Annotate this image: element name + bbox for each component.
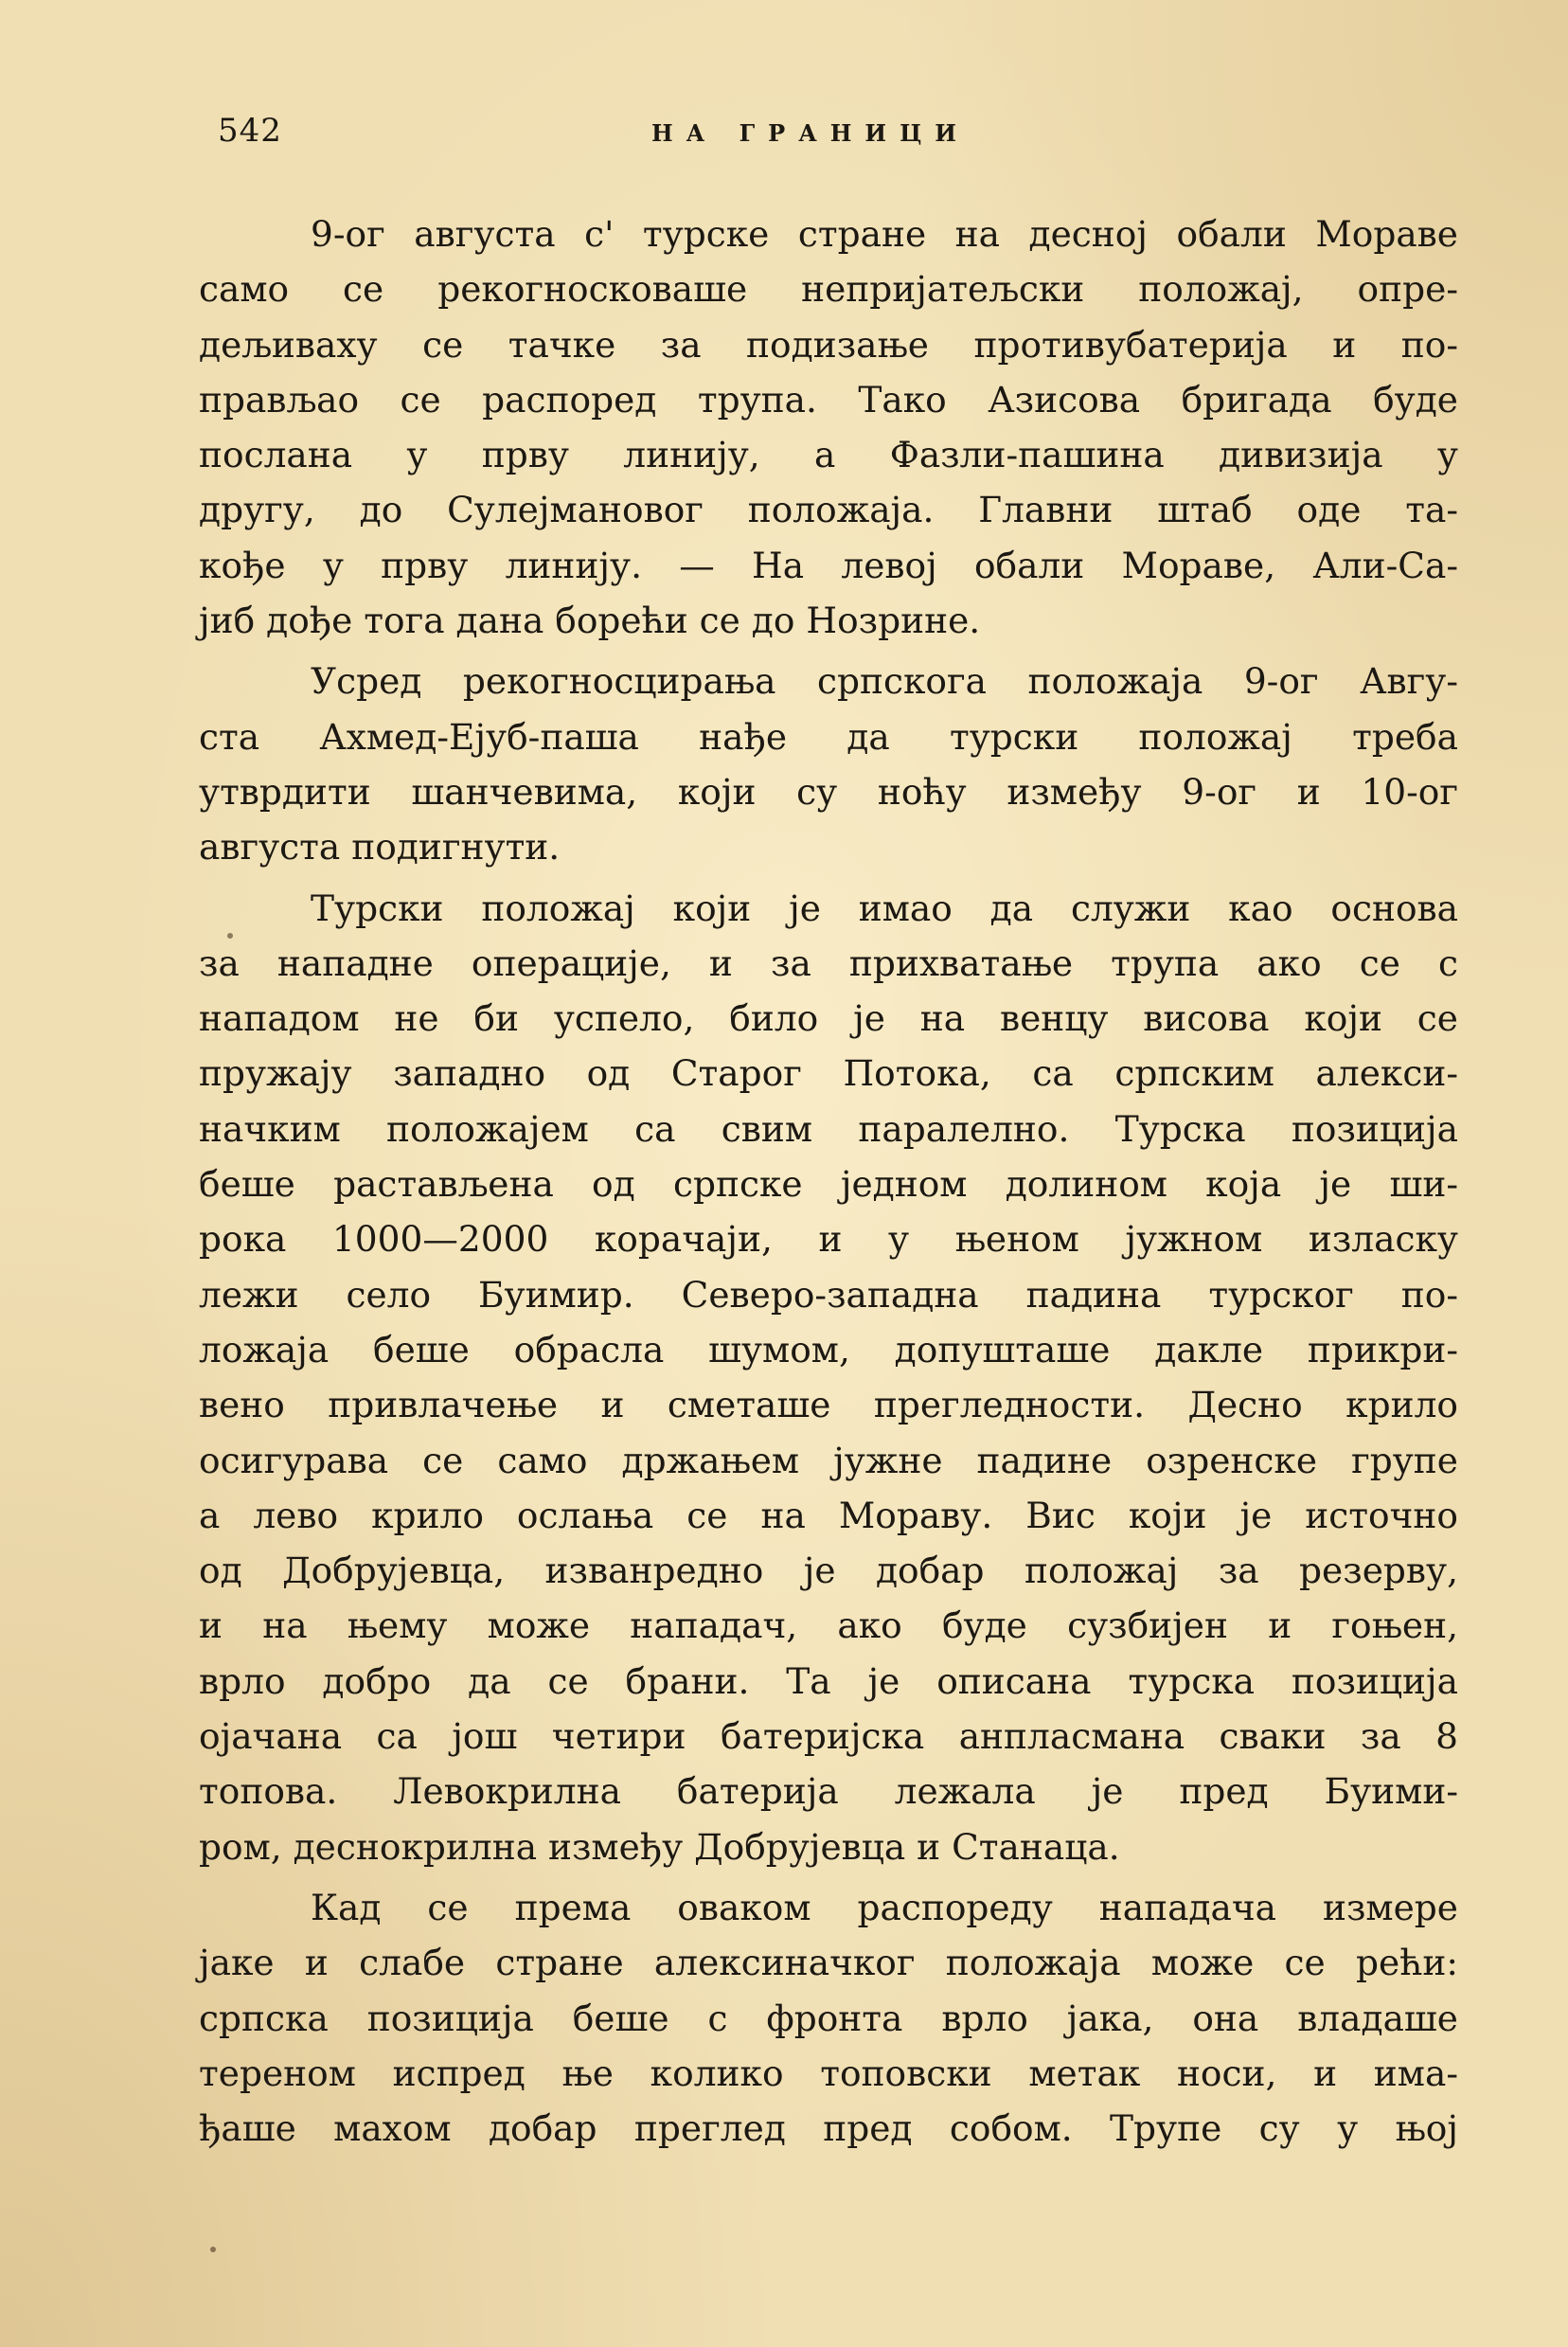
paper-speck — [227, 933, 233, 939]
paragraph — [199, 1880, 1458, 2156]
text-line: српска позиција беше с фронта врло јака, она владаше — [199, 1997, 1458, 2039]
text-line: дељиваху се тачке за подизање противубатерија и по- — [199, 323, 1458, 366]
text-line: лежи село Буимир. Северо-западна падина турског по- — [199, 1273, 1458, 1316]
text-line: топова. Левокрилна батерија лежала је пред Буими- — [199, 1770, 1458, 1813]
text-line: 9-ог августа с' турске стране на десној обали Мораве — [311, 213, 1458, 255]
text-line: јиб дође тога дана борећи се до Нозрине. — [199, 600, 981, 642]
text-line: а лево крило ослања се на Мораву. Вис који је источно — [199, 1494, 1458, 1536]
text-line: августа подигнути. — [199, 826, 561, 869]
text-line: ста Ахмед-Ејуб-паша нађе да турски положај треба — [199, 715, 1458, 758]
body-text — [199, 206, 1458, 2161]
text-line: осигурава се само држањем јужне падине озренске групе — [199, 1439, 1458, 1481]
text-line: беше растављена од српске једном долином која је ши- — [199, 1163, 1458, 1206]
paper-speck — [210, 2247, 216, 2252]
text-line: начким положајем са свим паралелно. Турска позиција — [199, 1107, 1458, 1150]
text-line: јаке и слабе стране алексиначког положаја може се рећи: — [199, 1942, 1458, 1984]
page-header — [218, 112, 1468, 159]
paragraph — [199, 654, 1458, 874]
text-line: ојачана са још четири батеријска анпласмана сваки за 8 — [199, 1715, 1458, 1758]
text-line: рока 1000—2000 корачаји, и у њеном јужном изласку — [199, 1218, 1458, 1261]
text-line: прављао се распоред трупа. Тако Азисова бригада буде — [199, 378, 1458, 421]
text-line: нападом не би успело, било је на венцу висова који се — [199, 997, 1458, 1040]
text-line: тереном испред ње колико топовски метак носи, и има- — [199, 2051, 1458, 2094]
text-line: ложаја беше обрасла шумом, допушташе дакле прикри- — [199, 1328, 1458, 1371]
text-line: вено привлачење и сметаше прегледности. Десно крило — [199, 1384, 1458, 1426]
text-line: кође у прву линију. — На левој обали Мораве, Али-Са- — [199, 544, 1458, 586]
text-line: Кад се према оваком распореду нападача измере — [311, 1886, 1458, 1928]
text-line: од Добрујевца, изванредно је добар положај за резерву, — [199, 1550, 1458, 1592]
text-line: Турски положај који је имао да служи као основа — [311, 887, 1458, 929]
text-line: за нападне операције, и за прихватање трупа ако се с — [199, 941, 1458, 984]
text-line: утврдити шанчевима, који су ноћу између 9-ог и 10-ог — [199, 770, 1458, 813]
page-number: 542 — [218, 112, 282, 150]
paragraph — [199, 206, 1458, 648]
text-line: ром, деснокрилна између Добрујевца и Станаца. — [199, 1825, 1120, 1868]
text-line: Усред рекогносцирања српскога положаја 9-ог Авгу- — [311, 660, 1458, 703]
running-title: НА ГРАНИЦИ — [651, 119, 970, 147]
text-line: само се рекогносковаше непријатељски положај, опре- — [199, 268, 1458, 311]
text-line: послана у прву линију, а Фазли-пашина дивизија у — [199, 434, 1458, 476]
text-line: другу, до Сулејмановог положаја. Главни штаб оде та- — [199, 489, 1458, 531]
text-line: врло добро да се брани. Та је описана турска позиција — [199, 1659, 1458, 1702]
text-line: и на њему може нападач, ако буде сузбијен и гоњен, — [199, 1604, 1458, 1647]
text-line: ђаше махом добар преглед пред собом. Трупе су у њој — [199, 2107, 1458, 2150]
paragraph — [199, 881, 1458, 1874]
text-line: пружају западно од Старог Потока, са српским алекси- — [199, 1052, 1458, 1095]
